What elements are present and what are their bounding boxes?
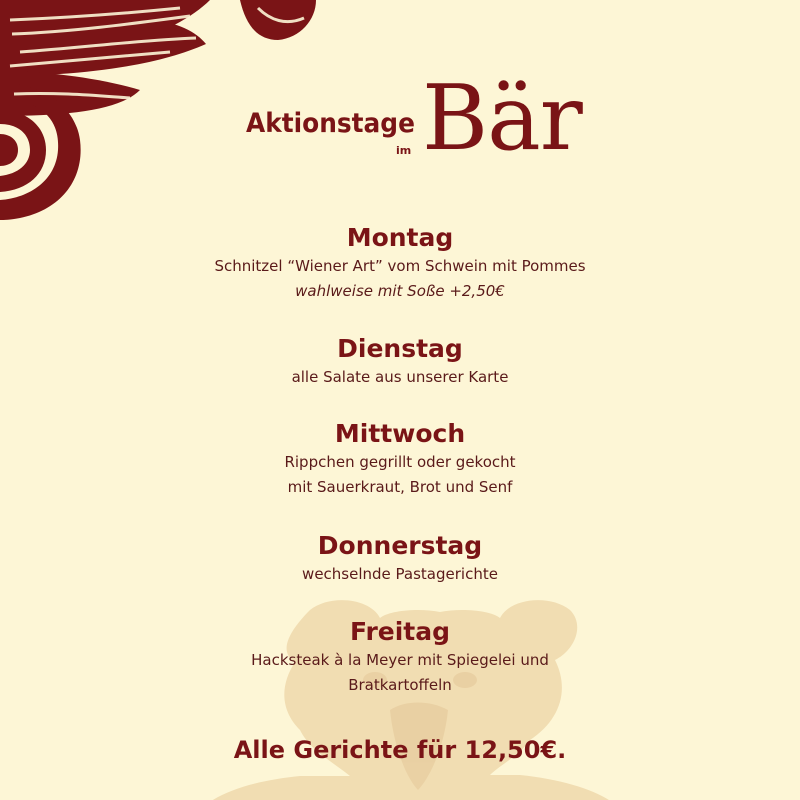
day-tuesday [0,333,800,390]
dish-description: wechselnde Pastagerichte [302,565,498,583]
dish-description: alle Salate aus unserer Karte [291,368,509,386]
dish-description: Schnitzel “Wiener Art” vom Schwein mit Pommes [214,257,586,275]
dish-description: Bratkartoffeln [348,676,452,694]
dish-description: mit Sauerkraut, Brot und Senf [287,478,513,496]
title-block [0,66,800,190]
day-monday [0,222,800,304]
day-wednesday [0,418,800,500]
dish-description: Rippchen gegrillt oder gekocht [284,453,516,471]
title-bar: Bär [422,66,582,171]
title-aktionstage: Aktionstage [246,108,415,139]
dish-note: wahlweise mit Soße +2,50€ [295,282,505,300]
price-footer: Alle Gerichte für 12,50€. [233,736,567,764]
day-heading: Freitag [349,617,451,646]
day-friday [0,616,800,698]
day-heading: Montag [346,223,454,252]
day-heading: Dienstag [337,334,463,363]
title-im: im [396,144,412,157]
day-heading: Mittwoch [334,419,466,448]
dish-description: Hacksteak à la Meyer mit Spiegelei und [251,651,549,669]
day-thursday [0,530,800,587]
day-heading: Donnerstag [317,531,483,560]
